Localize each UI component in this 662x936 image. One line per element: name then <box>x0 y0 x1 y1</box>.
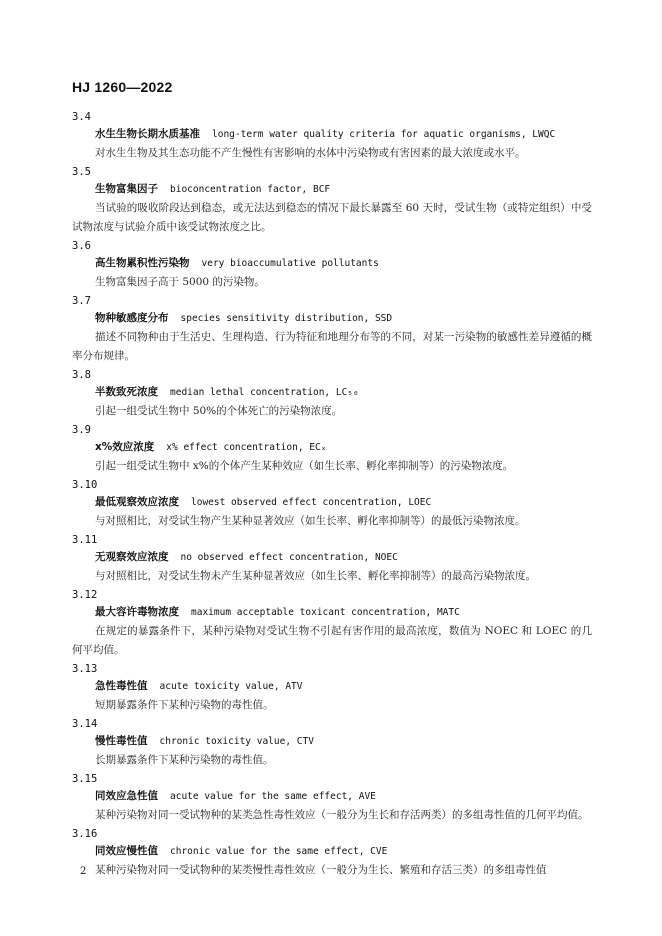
term-english: acute toxicity value, ATV <box>159 681 303 692</box>
term-chinese: 慢性毒性值 <box>95 735 148 747</box>
term-entry <box>72 239 592 292</box>
term-english: long-term water quality criteria for aquatic organisms, LWQC <box>212 129 556 140</box>
term-heading <box>72 787 592 806</box>
term-number: 3.4 <box>72 111 91 123</box>
term-definition: 与对照相比，对受试生物产生某种显著效应（如生长率、孵化率抑制等）的最低污染物浓度。 <box>95 515 526 527</box>
term-heading <box>72 842 592 861</box>
term-english: very bioaccumulative pollutants <box>201 258 379 269</box>
term-entry <box>72 533 592 586</box>
term-number: 3.12 <box>72 589 98 601</box>
term-entry <box>72 827 592 880</box>
term-heading <box>72 732 592 751</box>
term-chinese: 高生物累积性污染物 <box>95 257 190 269</box>
term-chinese: 生物富集因子 <box>95 183 158 195</box>
term-heading <box>72 548 592 567</box>
term-chinese: 半数致死浓度 <box>95 386 158 398</box>
term-number: 3.13 <box>72 663 98 675</box>
term-english: no observed effect concentration, NOEC <box>180 552 398 563</box>
term-definition: 与对照相比，对受试生物未产生某种显著效应（如生长率、孵化率抑制等）的最高污染物浓度。 <box>95 570 536 582</box>
term-number: 3.9 <box>72 424 91 436</box>
term-heading <box>72 603 592 622</box>
term-definition: 描述不同物种由于生活史、生理构造、行为特征和地理分布等的不同，对某一污染物的敏感性差异遵循的概率分布规律。 <box>72 331 592 362</box>
term-definition: 某种污染物对同一受试物种的某类急性毒性效应（一般分为生长和存活两类）的多组毒性值的几何平均值。 <box>95 809 589 821</box>
term-definition: 长期暴露条件下某种污染物的毒性值。 <box>95 754 274 766</box>
term-chinese: 物种敏感度分布 <box>95 312 169 324</box>
term-english: species sensitivity distribution, SSD <box>180 313 393 324</box>
term-number: 3.11 <box>72 534 98 546</box>
term-chinese: 水生生物长期水质基准 <box>95 128 200 140</box>
terms-list <box>72 108 592 880</box>
term-definition: 引起一组受试生物中 x%的个体产生某种效应（如生长率、孵化率抑制等）的污染物浓度。 <box>95 460 514 472</box>
term-entry <box>72 772 592 825</box>
term-heading <box>72 383 592 402</box>
term-number: 3.14 <box>72 718 98 730</box>
term-entry <box>72 478 592 531</box>
term-entry <box>72 110 592 163</box>
term-heading <box>72 438 592 457</box>
term-english: x% effect concentration, ECₓ <box>166 442 327 453</box>
term-number: 3.5 <box>72 166 91 178</box>
term-definition: 某种污染物对同一受试物种的某类慢性毒性效应（一般分为生长、繁殖和存活三类）的多组毒性值 <box>95 864 547 876</box>
term-definition: 生物富集因子高于 5000 的污染物。 <box>95 276 265 288</box>
standard-code-header: HJ 1260—2022 <box>72 79 173 95</box>
term-chinese: 无观察效应浓度 <box>95 551 169 563</box>
term-number: 3.10 <box>72 479 98 491</box>
term-number: 3.16 <box>72 828 98 840</box>
term-number: 3.15 <box>72 773 98 785</box>
term-chinese: 急性毒性值 <box>95 680 148 692</box>
term-entry <box>72 588 592 660</box>
term-number: 3.8 <box>72 369 91 381</box>
term-english: chronic toxicity value, CTV <box>159 736 314 747</box>
term-definition: 在规定的暴露条件下，某种污染物对受试生物不引起有害作用的最高浓度，数值为 NOEC 和 LOEC 的几何平均值。 <box>72 625 592 656</box>
term-heading <box>72 309 592 328</box>
term-heading <box>72 493 592 512</box>
term-heading <box>72 180 592 199</box>
term-definition: 对水生生物及其生态功能不产生慢性有害影响的水体中污染物或有害因素的最大浓度或水平。 <box>95 147 526 159</box>
term-entry <box>72 662 592 715</box>
term-entry <box>72 368 592 421</box>
page-number: 2 <box>80 866 87 877</box>
term-entry <box>72 165 592 237</box>
term-heading <box>72 125 592 144</box>
term-definition: 当试验的吸收阶段达到稳态，或无法达到稳态的情况下最长暴露至 60 天时，受试生物（或特定组织）中受试物浓度与试验介质中该受试物浓度之比。 <box>72 202 592 233</box>
term-chinese: 最大容许毒物浓度 <box>95 606 179 618</box>
term-number: 3.7 <box>72 295 91 307</box>
term-chinese: 最低观察效应浓度 <box>95 496 179 508</box>
term-english: lowest observed effect concentration, LOEC <box>191 497 432 508</box>
term-chinese: 同效应慢性值 <box>95 845 158 857</box>
term-english: median lethal concentration, LC₅₀ <box>170 387 359 398</box>
term-entry <box>72 717 592 770</box>
term-chinese: 同效应急性值 <box>95 790 158 802</box>
term-english: bioconcentration factor, BCF <box>170 184 331 195</box>
term-english: maximum acceptable toxicant concentration, MATC <box>191 607 460 618</box>
term-entry <box>72 423 592 476</box>
term-chinese: x%效应浓度 <box>95 441 155 453</box>
term-number: 3.6 <box>72 240 91 252</box>
term-heading <box>72 254 592 273</box>
term-entry <box>72 294 592 366</box>
term-definition: 引起一组受试生物中 50%的个体死亡的污染物浓度。 <box>95 405 343 417</box>
term-heading <box>72 677 592 696</box>
term-english: chronic value for the same effect, CVE <box>170 846 388 857</box>
term-english: acute value for the same effect, AVE <box>170 791 376 802</box>
term-definition: 短期暴露条件下某种污染物的毒性值。 <box>95 699 274 711</box>
